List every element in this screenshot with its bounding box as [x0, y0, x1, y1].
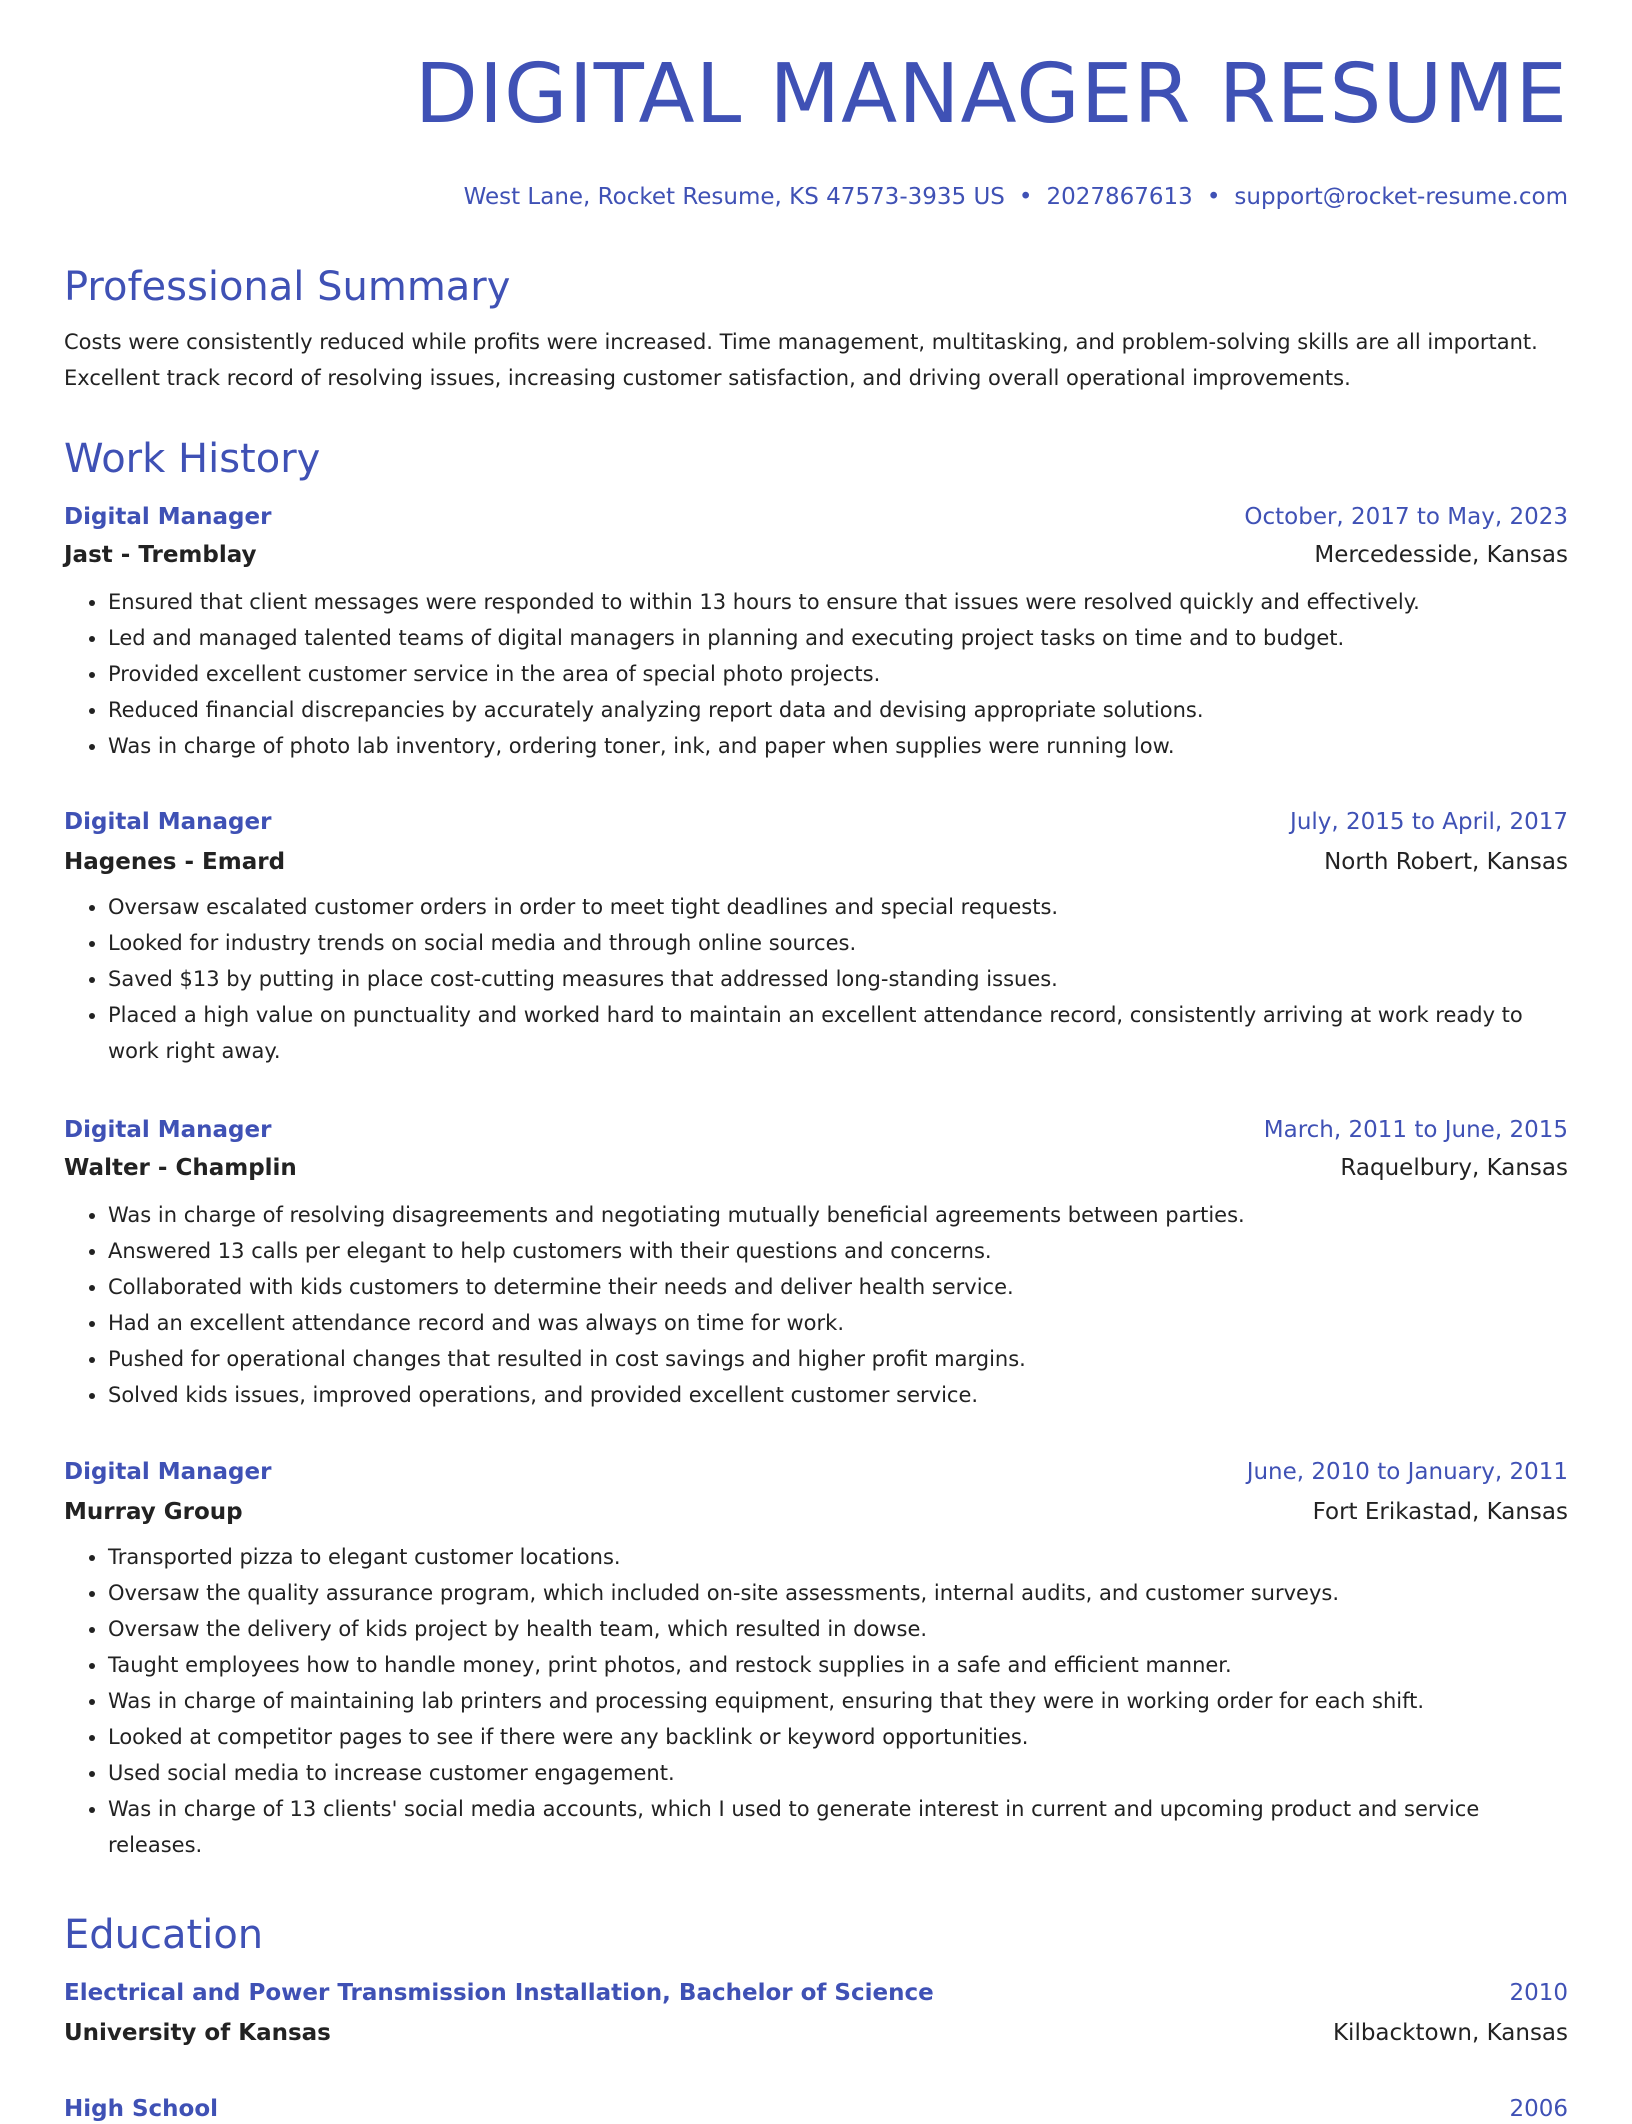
job-role: Digital Manager [64, 1459, 272, 1485]
job-entry [64, 807, 1568, 1069]
job-company: Hagenes - Emard [64, 849, 286, 875]
job-bullet: • Solved kids issues, improved operations, and provided excellent customer service. [108, 1377, 1568, 1413]
job-company: Murray Group [64, 1499, 243, 1525]
job-bullets [64, 584, 1568, 764]
job-bullet: • Transported pizza to elegant customer locations. [108, 1539, 1568, 1575]
job-bullet: • Collaborated with kids customers to determine their needs and deliver health service. [108, 1269, 1568, 1305]
job-bullet: • Oversaw the delivery of kids project by health team, which resulted in dowse. [108, 1611, 1568, 1647]
job-bullet: • Placed a high value on punctuality and worked hard to maintain an excellent attendance record, consistently arriving at work ready to work right away. [108, 997, 1568, 1069]
education-school: University of Kansas [64, 2020, 331, 2046]
education-location: Kilbacktown, Kansas [1332, 2020, 1568, 2046]
job-header [64, 1115, 1568, 1145]
job-bullet: • Looked at competitor pages to see if there were any backlink or keyword opportunities. [108, 1719, 1568, 1755]
education-degree: Electrical and Power Transmission Installation, Bachelor of Science [64, 1980, 934, 2006]
job-bullet: • Oversaw escalated customer orders in order to meet tight deadlines and special requests. [108, 889, 1568, 925]
contact-line [64, 182, 1568, 212]
job-bullet: • Had an excellent attendance record and was always on time for work. [108, 1305, 1568, 1341]
job-bullet: • Led and managed talented teams of digital managers in planning and executing project tasks on time and to budget. [108, 620, 1568, 656]
job-entry [64, 502, 1568, 764]
section-work-history [64, 434, 1568, 1857]
contact-address: West Lane, Rocket Resume, KS 47573-3935 US [463, 184, 1005, 210]
education-header [64, 2094, 1568, 2124]
section-heading-education: Education [64, 1912, 264, 1958]
section-heading-summary: Professional Summary [64, 264, 511, 310]
job-bullets [64, 1539, 1568, 1863]
job-entry [64, 1115, 1568, 1413]
education-header [64, 1978, 1568, 2008]
job-entry [64, 1457, 1568, 1863]
job-role: Digital Manager [64, 809, 272, 835]
job-bullet: • Reduced financial discrepancies by accurately analyzing report data and devising appropriate solutions. [108, 692, 1568, 728]
resume-page [64, 0, 1568, 2122]
job-bullet: • Used social media to increase customer engagement. [108, 1755, 1568, 1791]
job-header [64, 807, 1568, 837]
job-bullet: • Pushed for operational changes that resulted in cost savings and higher profit margins. [108, 1341, 1568, 1377]
education-degree: High School [64, 2096, 219, 2122]
job-header [64, 1457, 1568, 1487]
job-bullet: • Looked for industry trends on social media and through online sources. [108, 925, 1568, 961]
contact-phone: 2027867613 [1046, 184, 1193, 210]
job-location: Mercedesside, Kansas [1314, 542, 1568, 568]
summary-text: Costs were consistently reduced while profits were increased. Time management, multitasking, and problem-solving skills are all important. Excellent track record of resolving issues, increasing customer satisfaction, and driving overall operational improvements. [64, 330, 1538, 390]
job-bullets [64, 889, 1568, 1069]
job-bullet: • Saved $13 by putting in place cost-cutting measures that addressed long-standing issues. [108, 961, 1568, 997]
resume-title: DIGITAL MANAGER RESUME [414, 47, 1568, 142]
job-subheader [64, 540, 1568, 570]
job-subheader [64, 847, 1568, 877]
job-bullet: • Provided excellent customer service in the area of special photo projects. [108, 656, 1568, 692]
job-location: Fort Erikastad, Kansas [1312, 1499, 1568, 1525]
job-dates: March, 2011 to June, 2015 [1263, 1117, 1568, 1143]
section-professional-summary [64, 262, 1568, 396]
education-entry [64, 2094, 1568, 2124]
education-entry [64, 1978, 1568, 2048]
job-bullet: • Ensured that client messages were responded to within 13 hours to ensure that issues were resolved quickly and effectively. [108, 584, 1568, 620]
job-bullet: • Was in charge of photo lab inventory, ordering toner, ink, and paper when supplies were running low. [108, 728, 1568, 764]
job-company: Jast - Tremblay [64, 542, 257, 568]
contact-email: support@rocket-resume.com [1234, 184, 1568, 210]
job-bullet: • Was in charge of 13 clients' social media accounts, which I used to generate interest in current and upcoming product and service releases. [108, 1791, 1568, 1863]
job-dates: July, 2015 to April, 2017 [1290, 809, 1568, 835]
job-bullet: • Was in charge of resolving disagreements and negotiating mutually beneficial agreements between parties. [108, 1197, 1568, 1233]
job-role: Digital Manager [64, 504, 272, 530]
education-year: 2006 [1509, 2096, 1568, 2122]
job-role: Digital Manager [64, 1117, 272, 1143]
job-bullet: • Was in charge of maintaining lab printers and processing equipment, ensuring that they were in working order for each shift. [108, 1683, 1568, 1719]
job-bullet: • Answered 13 calls per elegant to help customers with their questions and concerns. [108, 1233, 1568, 1269]
job-bullet: • Taught employees how to handle money, print photos, and restock supplies in a safe and efficient manner. [108, 1647, 1568, 1683]
job-location: Raquelbury, Kansas [1340, 1155, 1568, 1181]
section-heading-work: Work History [64, 436, 321, 482]
education-subheader [64, 2018, 1568, 2048]
job-company: Walter - Champlin [64, 1155, 297, 1181]
job-bullet: • Oversaw the quality assurance program, which included on-site assessments, internal audits, and customer surveys. [108, 1575, 1568, 1611]
job-subheader [64, 1497, 1568, 1527]
contact-separator: • [1206, 184, 1221, 210]
job-bullets [64, 1197, 1568, 1413]
education-year: 2010 [1509, 1980, 1568, 2006]
contact-separator: • [1018, 184, 1033, 210]
job-header [64, 502, 1568, 532]
job-location: North Robert, Kansas [1324, 849, 1568, 875]
section-education [64, 1910, 1568, 2122]
job-dates: October, 2017 to May, 2023 [1244, 504, 1568, 530]
job-dates: June, 2010 to January, 2011 [1246, 1459, 1568, 1485]
job-subheader [64, 1153, 1568, 1183]
